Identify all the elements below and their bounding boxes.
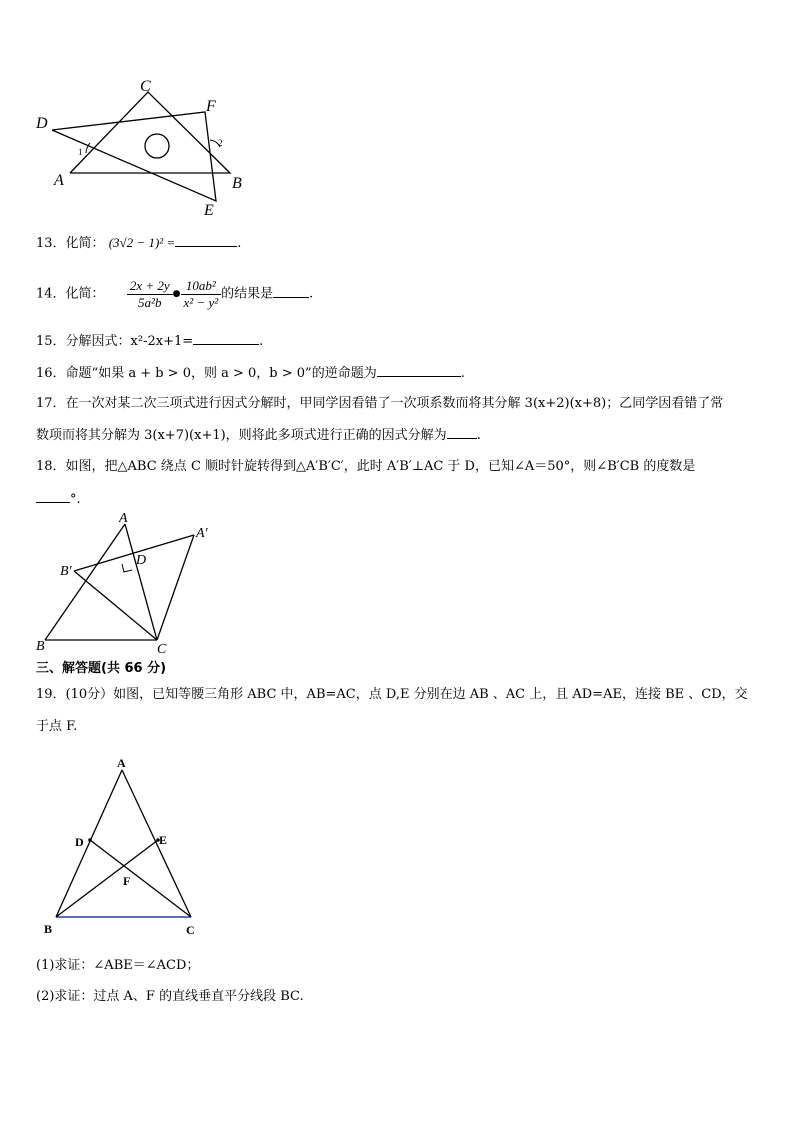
fraction-2: $\frac{\text{10ab²}}{\text{x² − y²}}$ (181, 278, 222, 311)
figure-triangles-1 (30, 75, 260, 225)
question-16: 16．命题“如果 a + b > 0，则 a > 0，b > 0”的逆命题为 . (36, 366, 465, 381)
label-d: D (75, 835, 84, 849)
label-a-prime: A′ (196, 526, 208, 541)
answer-blank[interactable] (36, 490, 70, 503)
question-19-part-2: (2)求证：过点 A、F 的直线垂直平分线段 BC. (36, 989, 304, 1004)
label-a: A (117, 756, 126, 770)
angle-label-1: 1 (78, 147, 83, 157)
question-14: 14．化简： $\frac{2x + 2y}{\text{5a²b}}$ ● $\frac{\text{10ab²}}{\text{x² − y²}}$ 的结果是 . (36, 277, 314, 310)
label-d: D (36, 115, 48, 132)
question-19-line2: 于点 F. (36, 719, 78, 734)
fraction-1: $\frac{2x + 2y}{\text{5a²b}}$ (127, 278, 173, 311)
label-b-prime: B′ (60, 564, 72, 579)
answer-blank[interactable] (273, 277, 309, 298)
label-a: A (119, 511, 128, 526)
label-b: B (36, 639, 45, 654)
answer-blank[interactable] (377, 364, 461, 377)
question-15: 15．分解因式：x²-2x+1= . (36, 334, 264, 349)
question-18-line2: °. (36, 490, 81, 509)
answer-blank[interactable] (175, 234, 237, 247)
label-c: C (186, 923, 195, 937)
answer-blank[interactable] (193, 332, 259, 345)
question-19: 19．(10分）如图，已知等腰三角形 ABC 中，AB=AC，点 D,E 分别在边 AB 、AC 上，且 AD=AE，连接 BE 、CD，交 (36, 687, 748, 702)
circle-mark (145, 134, 169, 158)
label-c: C (140, 78, 151, 95)
figure-isosceles-3 (36, 752, 216, 942)
label-a: A (54, 172, 64, 189)
question-19-part-1: (1)求证：∠ABE＝∠ACD； (36, 958, 200, 973)
q13-expression: (3√2 − 1)² = (108, 235, 176, 250)
label-e: E (204, 202, 214, 219)
label-f: F (206, 98, 216, 115)
angle-label-2: 2 (218, 138, 223, 148)
label-b: B (44, 922, 53, 936)
label-e: E (159, 833, 168, 847)
label-c: C (157, 642, 167, 655)
question-17-line2: 数项而将其分解为 3(x+7)(x+1)，则将此多项式进行正确的因式分解为 . (36, 428, 481, 443)
question-17: 17．在一次对某二次三项式进行因式分解时，甲同学因看错了一次项系数而将其分解 3(x+2)(x+8)；乙同学因看错了常 (36, 396, 724, 411)
label-d: D (136, 553, 147, 568)
label-f: F (123, 874, 131, 888)
answer-blank[interactable] (447, 426, 477, 439)
triangle-def (52, 112, 216, 201)
figure-rotation-2 (30, 510, 230, 655)
label-b: B (232, 175, 242, 192)
question-18: 18．如图，把△ABC 绕点 C 顺时针旋转得到△A′B′C′，此时 A′B′⊥AC 于 D，已知∠A＝50°，则∠B′CB 的度数是 (36, 459, 696, 474)
question-13: 13．化简： (3√2 − 1)² = . (36, 235, 242, 251)
section-title: 三、解答题(共 66 分) (36, 661, 167, 676)
